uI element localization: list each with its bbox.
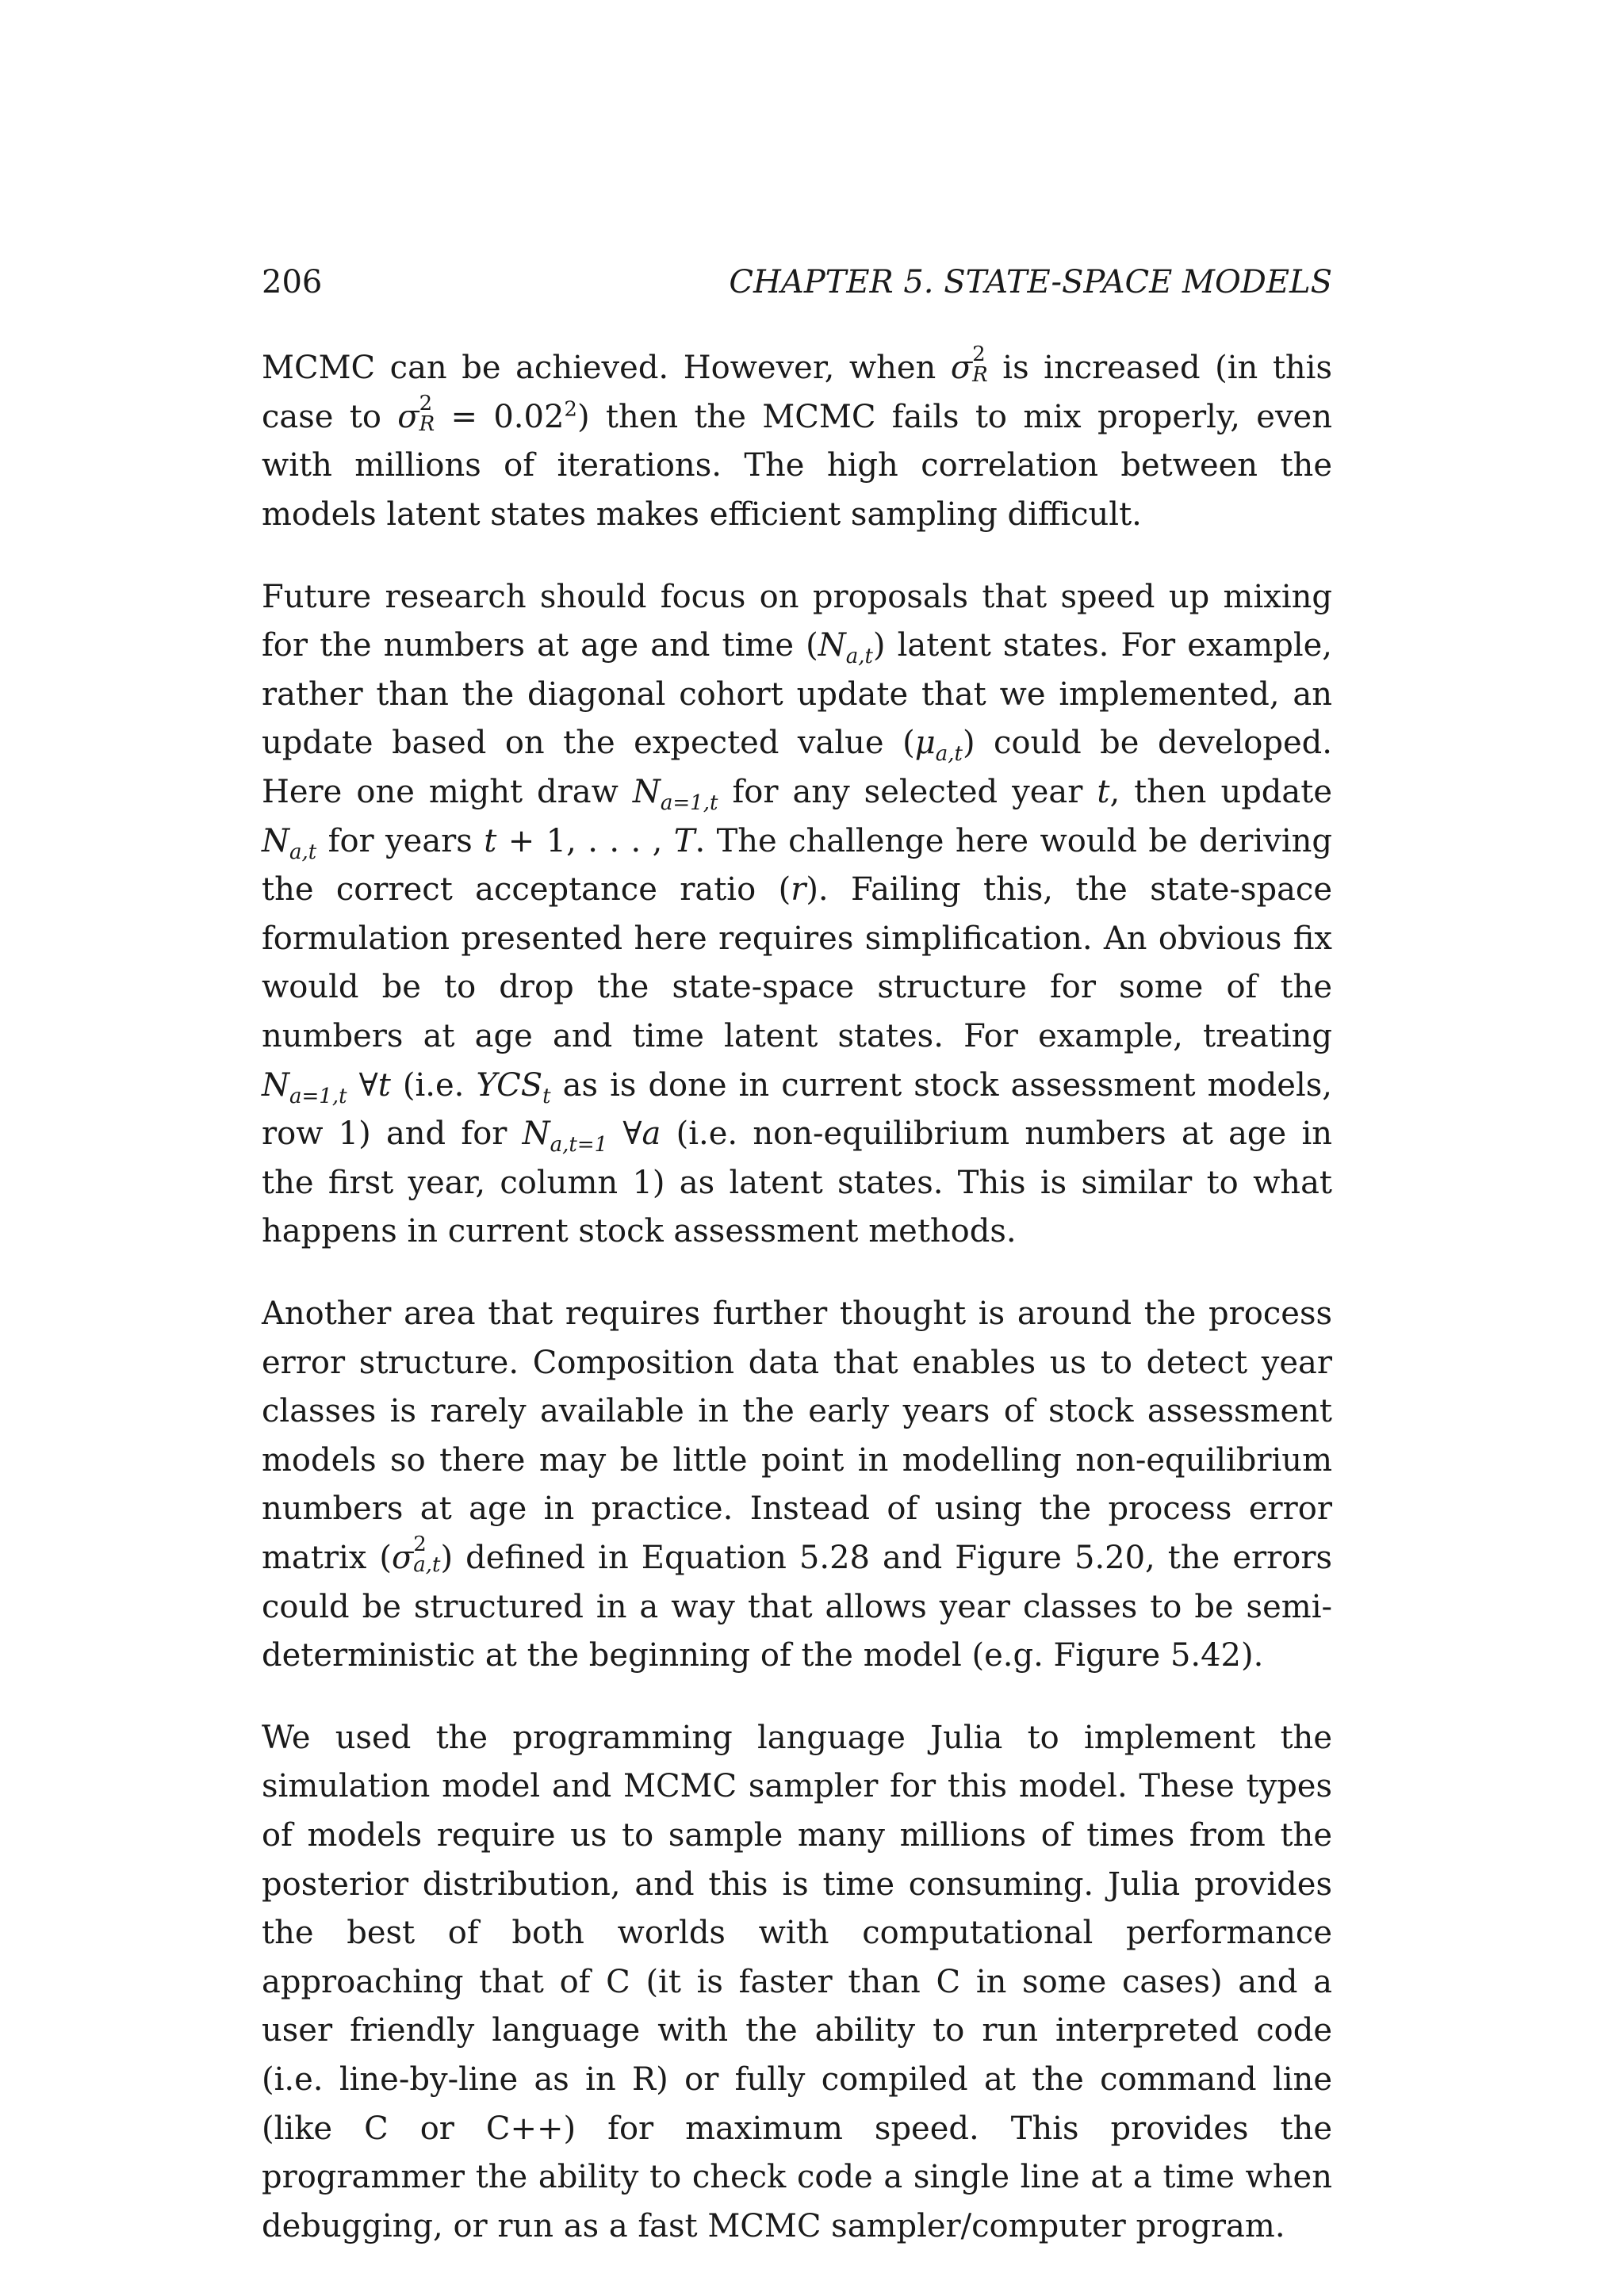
running-head <box>262 260 1332 304</box>
math-superscript: 2 <box>419 391 433 415</box>
math-superscript: 2 <box>413 1532 427 1556</box>
text-run: Another area that requires further thought is around the process error structure. Composition data that enables us to detect year classes is rarely available in the early years of stock assessment models so there may be little point in modelling non-equilibrium numbers at age in practice. Instead of using the process error matrix ( <box>262 1295 1332 1576</box>
math-variable: μ <box>914 725 936 762</box>
text-run: MCMC can be achieved. However, when <box>262 350 951 387</box>
math-variable: t <box>1097 773 1110 810</box>
math-symbol <box>642 1115 661 1152</box>
text-run: ). Failing this, the state-space formulation presented here requires simplification. An obvious fix would be to drop the state-space structure for some of the numbers at age and time latent states. For example, treating <box>262 871 1332 1054</box>
text-run: ) then the MCMC fails to mix properly, even with millions of iterations. The high correlation between the models latent states makes efficient sampling difficult. <box>262 398 1332 533</box>
math-subscript: a,t <box>289 840 317 864</box>
math-subscript: a,t <box>935 742 963 767</box>
math-symbol <box>818 627 873 669</box>
text-run: ) latent states. For example, rather than the diagonal cohort update that we implemented, an update based on the expected value ( <box>262 627 1333 762</box>
text-run: for years <box>316 822 485 859</box>
text-run: = 0.02 <box>435 398 565 435</box>
math-subscript: t <box>542 1084 551 1108</box>
math-symbol <box>950 342 988 387</box>
math-subscript: a=1,t <box>660 790 718 815</box>
math-variable: a <box>642 1115 661 1153</box>
math-variable: σ <box>397 398 419 435</box>
text-run: . The challenge here would be deriving the correct acceptance ratio ( <box>262 822 1332 909</box>
math-symbol <box>674 823 695 859</box>
math-subscript: R <box>419 411 435 436</box>
math-variable: r <box>791 871 806 909</box>
math-variable: YCS <box>476 1066 543 1104</box>
math-subscript: a,t <box>413 1552 441 1577</box>
math-symbol <box>378 1067 391 1104</box>
math-subscript: R <box>972 363 988 387</box>
text-run: , then update <box>1109 773 1333 810</box>
math-subscript: a,t <box>845 645 873 669</box>
math-symbol <box>391 1532 441 1577</box>
math-superscript: 2 <box>564 397 577 422</box>
math-subscript: a,t=1 <box>550 1133 608 1158</box>
math-subscript: a=1,t <box>289 1084 347 1108</box>
paragraph-mcmc-mixing <box>262 344 1332 540</box>
math-variable: T <box>673 822 695 859</box>
text-run: (i.e. non-equilibrium numbers at age in the first year, column 1) as latent states. This is similar to what happens in current stock assessment methods. <box>262 1115 1332 1250</box>
math-variable: N <box>522 1115 550 1153</box>
text-run: ∀ <box>607 1115 642 1153</box>
text-run: (i.e. <box>390 1066 477 1104</box>
chapter-title: CHAPTER 5. STATE-SPACE MODELS <box>729 264 1332 300</box>
math-variable: σ <box>950 350 973 387</box>
math-variable: t <box>484 822 497 859</box>
math-variable: t <box>377 1066 391 1104</box>
math-symbol <box>397 391 435 436</box>
math-variable: N <box>262 822 289 859</box>
math-symbol <box>791 871 806 908</box>
text-run: as is done in current stock assessment models, row 1) and for <box>262 1066 1333 1153</box>
text-run: + 1, . . . , <box>496 822 674 859</box>
text-run: for any selected year <box>718 773 1097 810</box>
math-symbol <box>914 725 963 767</box>
math-superscript: 2 <box>972 342 986 366</box>
text-run: ) could be developed. Here one might draw <box>262 725 1332 810</box>
math-variable: σ <box>391 1539 414 1576</box>
paragraph-julia <box>262 1714 1332 2252</box>
text-run: is increased (in this case to <box>262 350 1332 435</box>
math-symbol <box>484 823 496 859</box>
paragraph-future-research <box>262 573 1332 1257</box>
math-variable: N <box>262 1066 289 1104</box>
text-run: We used the programming language Julia to implement the simulation model and MCMC sampler for this model. These types of models require us to sample many millions of times from the posterior distribution, and this is time consuming. Julia provides the best of both worlds with computational performance approaching that of C (it is faster than C in some cases) and a user friendly language with the ability to run interpreted code (i.e. line-by-line as in R) or fully compiled at the command line (like C or C++) for maximum speed. This provides the programmer the ability to check code a single line at a time when debugging, or run as a fast MCMC sampler/computer program. <box>262 1719 1332 2244</box>
paragraph-process-error <box>262 1290 1332 1681</box>
math-symbol <box>476 1066 551 1108</box>
math-symbol <box>632 773 718 815</box>
math-symbol <box>262 822 317 864</box>
math-variable: N <box>818 627 846 664</box>
math-symbol <box>522 1115 608 1158</box>
page <box>262 260 1332 2251</box>
math-variable: N <box>632 773 661 810</box>
text-run: ∀ <box>347 1066 378 1104</box>
math-symbol <box>1097 774 1109 810</box>
text-run: Future research should focus on proposals that speed up mixing for the numbers at age and time ( <box>262 578 1332 664</box>
math-symbol <box>564 399 577 435</box>
math-symbol <box>262 1066 347 1108</box>
text-run: ) defined in Equation 5.28 and Figure 5.20, the errors could be structured in a way that allows year classes to be semi-deterministic at the beginning of the model (e.g. Figure 5.42). <box>262 1539 1332 1674</box>
page-number: 206 <box>262 264 323 300</box>
